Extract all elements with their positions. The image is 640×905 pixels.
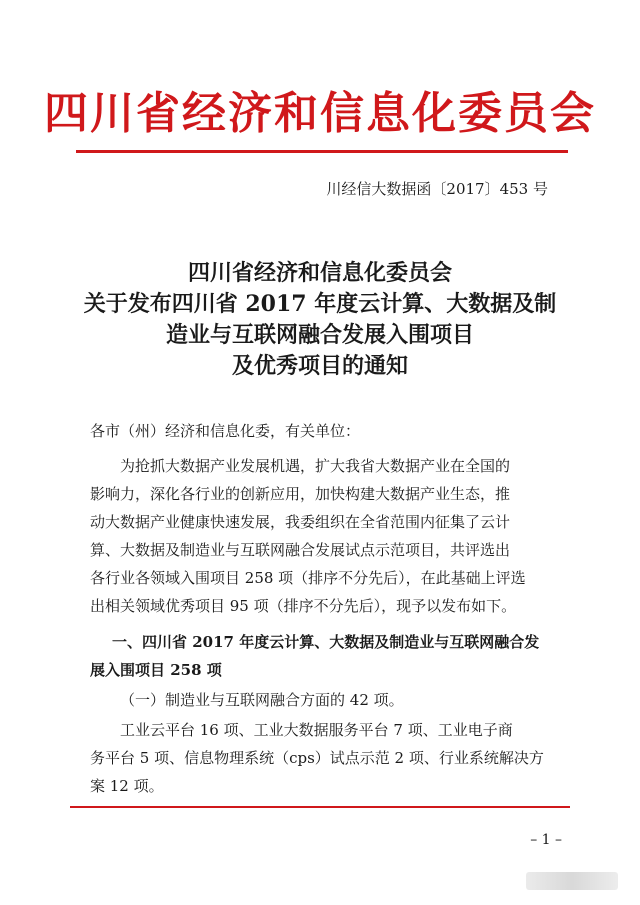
paragraph-line: 案 12 项。 [90, 777, 164, 795]
document-title [0, 258, 640, 382]
paragraph-line: 工业云平台 16 项、工业大数据服务平台 7 项、工业电子商 [120, 721, 513, 739]
page-number: – 1 – [530, 832, 562, 848]
title-line: 及优秀项目的通知 [231, 353, 408, 379]
salutation: 各市（州）经济和信息化委，有关单位： [90, 422, 361, 440]
document-number: 川经信大数据函〔2017〕453 号 [326, 180, 548, 198]
paragraph-line: 各行业各领域入围项目 258 项（排序不分先后），在此基础上评选 [90, 569, 526, 587]
section-heading [90, 628, 560, 684]
heading-line: 展入围项目 258 项 [90, 661, 222, 679]
paragraph-line: 影响力，深化各行业的创新应用，加快构建大数据产业生态，推 [90, 485, 511, 503]
paragraph-line: 算、大数据及制造业与互联网融合发展试点示范项目，共评选出 [90, 541, 511, 559]
watermark [526, 872, 618, 890]
title-line: 造业与互联网融合发展入围项目 [165, 322, 474, 348]
paragraph-line: 动大数据产业健康快速发展，我委组织在全省范围内征集了云计 [90, 513, 511, 531]
organization-masthead: 四川省经济和信息化委员会 [44, 88, 596, 139]
heading-line: 一、四川省 2017 年度云计算、大数据及制造业与互联网融合发 [112, 633, 540, 651]
subsection-paragraph [90, 716, 560, 800]
paragraph-line: 务平台 5 项、信息物理系统（cps）试点示范 2 项、行业系统解决方 [90, 749, 544, 767]
header-red-rule [76, 150, 568, 153]
intro-paragraph [90, 452, 560, 620]
paragraph-line: 出相关领域优秀项目 95 项（排序不分先后），现予以发布如下。 [90, 597, 517, 615]
footer-red-rule [70, 806, 570, 808]
subsection-heading: （一）制造业与互联网融合方面的 42 项。 [120, 691, 404, 709]
title-line: 四川省经济和信息化委员会 [187, 260, 452, 286]
paragraph-line: 为抢抓大数据产业发展机遇，扩大我省大数据产业在全国的 [120, 457, 511, 475]
title-line: 关于发布四川省 2017 年度云计算、大数据及制 [83, 291, 557, 317]
